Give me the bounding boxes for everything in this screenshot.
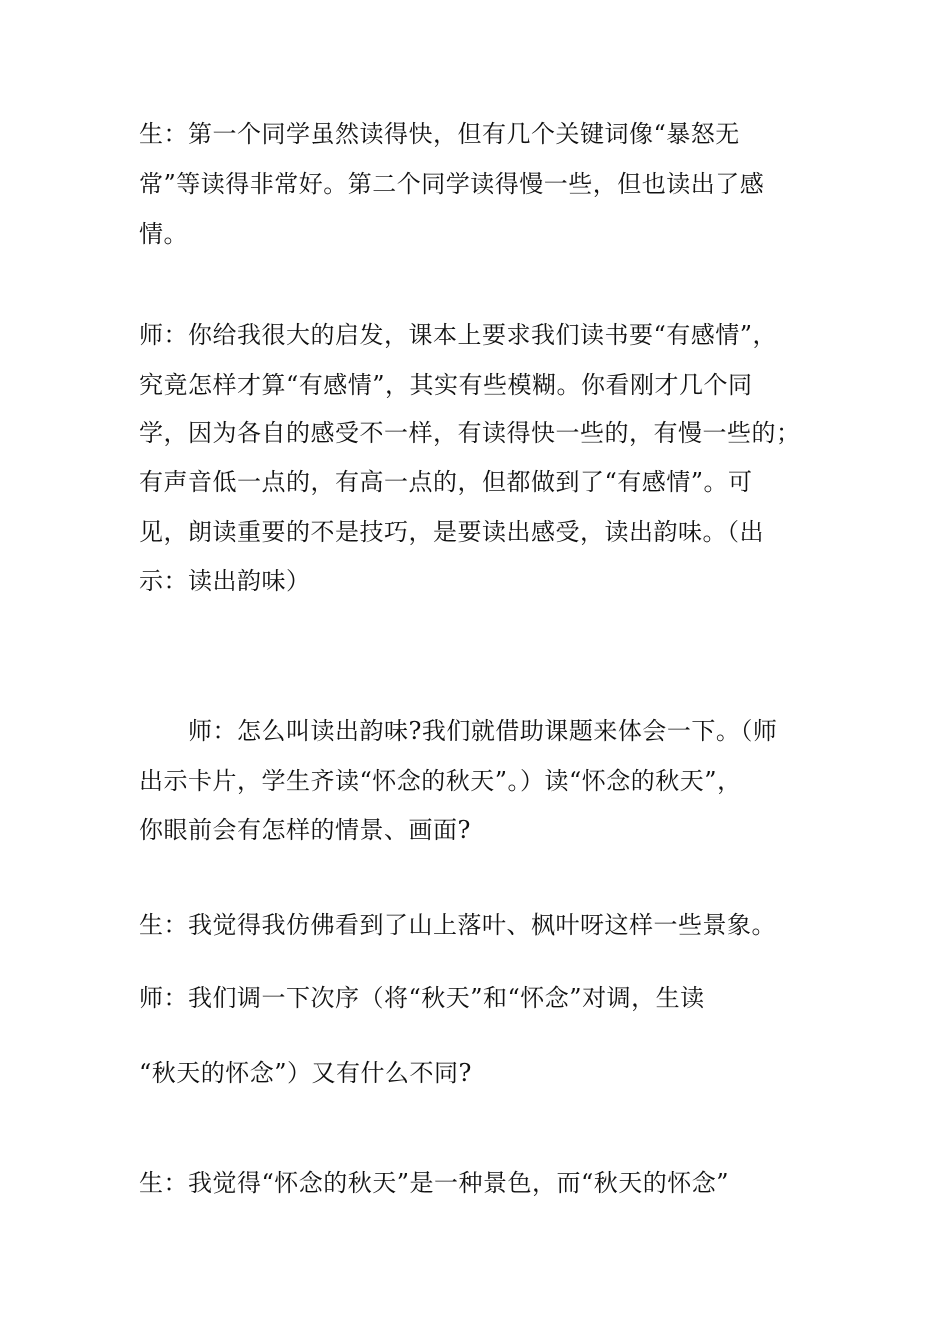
paragraph-2-line-5: 见，朗读重要的不是技巧，是要读出感受，读出韵味。（出	[139, 518, 764, 546]
paragraph-3-line-3: 你眼前会有怎样的情景、画面?	[139, 816, 471, 844]
paragraph-5-line-1: 师：我们调一下次序（将“秋天”和“怀念”对调，生读	[139, 984, 705, 1012]
paragraph-3-line-2: 出示卡片，学生齐读“怀念的秋天”。）读“怀念的秋天”，	[139, 767, 742, 795]
paragraph-4-line-1: 生：我觉得我仿佛看到了山上落叶、枫叶呀这样一些景象。	[139, 911, 776, 939]
paragraph-2-line-2: 究竟怎样才算“有感情”，其实有些模糊。你看刚才几个同	[139, 371, 753, 399]
paragraph-2-line-6: 示：读出韵味）	[139, 567, 311, 595]
paragraph-6-line-1: “秋天的怀念”）又有什么不同?	[139, 1059, 472, 1087]
paragraph-2-line-4: 有声音低一点的，有高一点的，但都做到了“有感情”。可	[139, 468, 753, 496]
paragraph-2-line-1: 师：你给我很大的启发，课本上要求我们读书要“有感情”，	[139, 321, 778, 349]
paragraph-1-line-2: 常”等读得非常好。第二个同学读得慢一些，但也读出了感	[139, 170, 765, 198]
paragraph-7-line-1: 生：我觉得“怀念的秋天”是一种景色，而“秋天的怀念”	[139, 1169, 730, 1197]
paragraph-1-line-1: 生：第一个同学虽然读得快，但有几个关键词像“暴怒无	[139, 120, 740, 148]
paragraph-3-line-1: 师：怎么叫读出韵味?我们就借助课题来体会一下。（师	[188, 717, 778, 745]
paragraph-1-line-3: 情。	[139, 220, 188, 248]
paragraph-2-line-3: 学，因为各自的感受不一样，有读得快一些的，有慢一些的；	[139, 419, 801, 447]
